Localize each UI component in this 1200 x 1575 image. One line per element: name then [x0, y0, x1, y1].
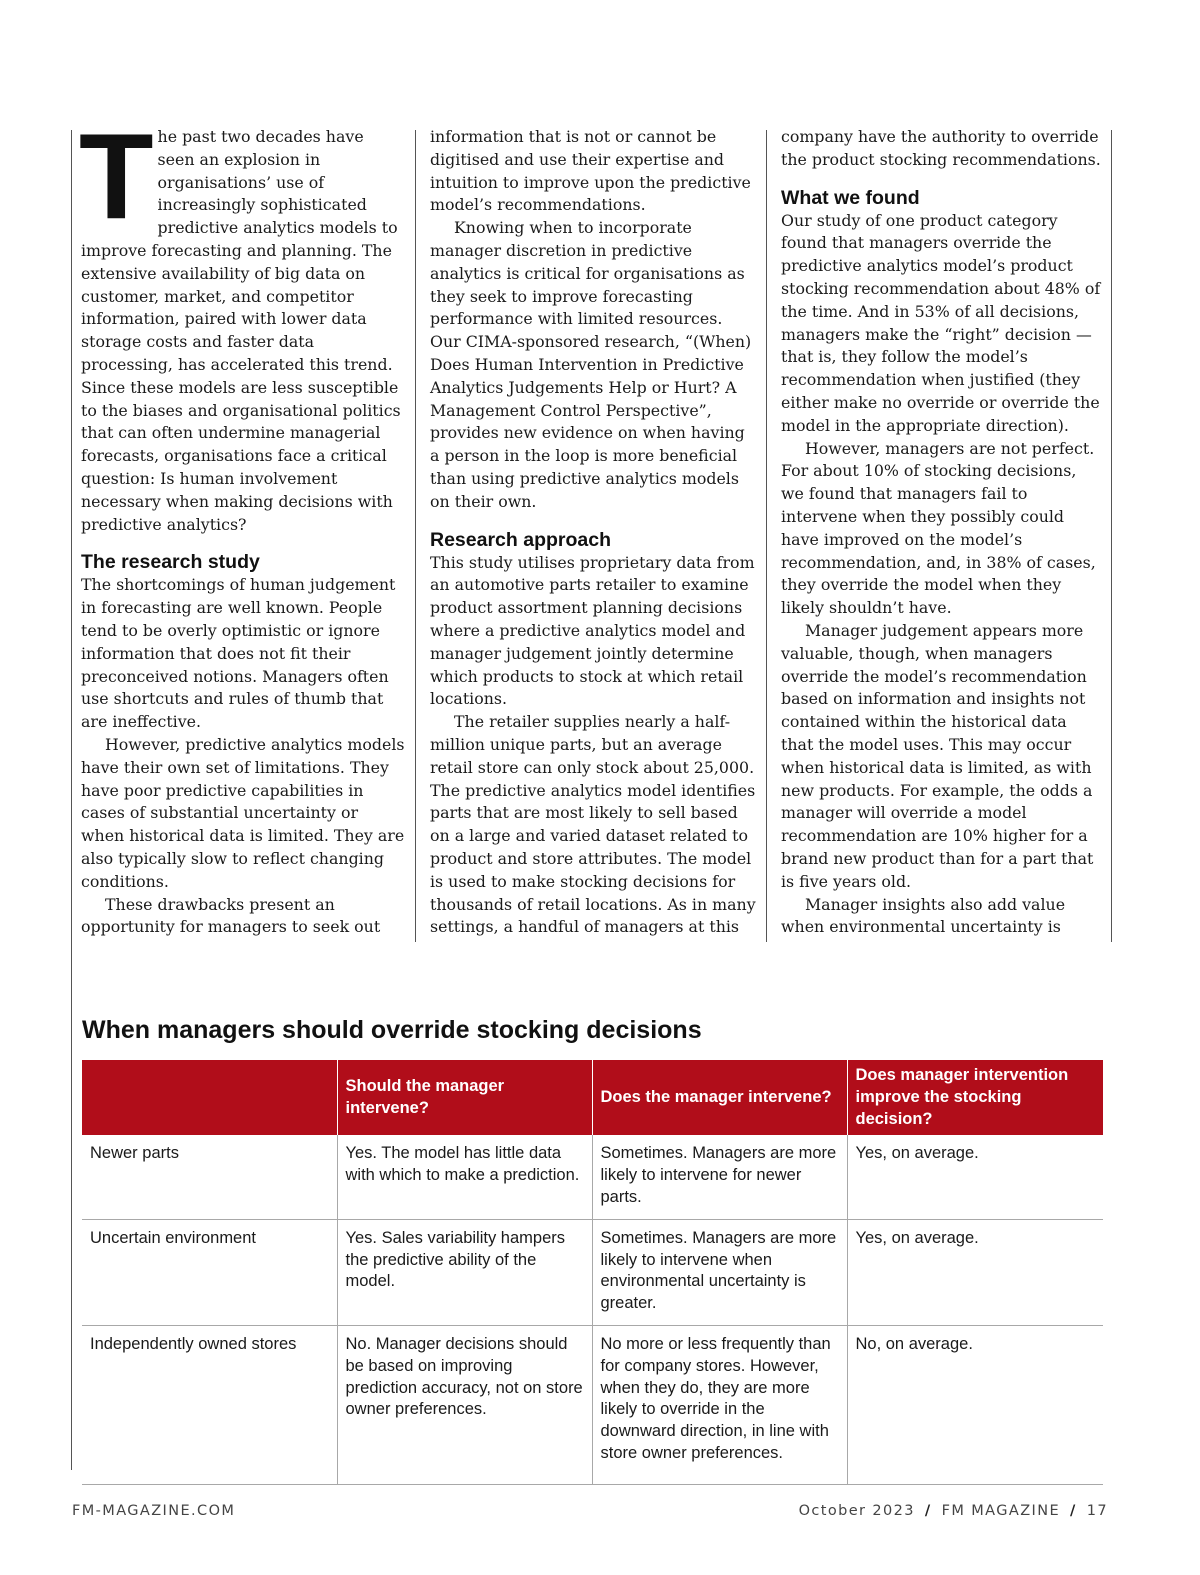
table-cell-label: Uncertain environment — [82, 1219, 337, 1325]
article-column-2 — [430, 126, 756, 939]
table-header-improves-decision: Does manager intervention improve the stocking decision? — [847, 1060, 1103, 1135]
table-cell: Yes, on average. — [847, 1135, 1103, 1219]
paragraph: company have the authority to override the product stocking recommendations. — [781, 127, 1101, 169]
article-column-1 — [79, 108, 405, 939]
table-cell-label: Independently owned stores — [82, 1325, 337, 1484]
table-cell: Yes. The model has little data with which to make a prediction. — [337, 1135, 592, 1219]
article-column-3 — [781, 126, 1103, 939]
heading-research-study: The research study — [81, 551, 260, 574]
paragraph: However, managers are not perfect. For about 10% of stocking decisions, we found that managers fail to intervene when they possibly could have improved on the model’s recommendation, and, in 38% of cases, they override the model when they likely shouldn’t have. — [781, 438, 1096, 618]
paragraph: However, predictive analytics models have their own set of limitations. They have poor predictive capabilities in cases of substantial uncertainty or when historical data is limited. They are also typically slow to reflect changing conditions. — [81, 734, 405, 891]
footer-separator: / — [924, 1503, 932, 1519]
table-row — [82, 1219, 1103, 1325]
paragraph: The shortcomings of human judgement in forecasting are well known. People tend to be overly optimistic or ignore information that does not fit their preconceived notions. Managers often use shortcuts and rules of thumb that are ineffective. — [81, 575, 396, 732]
paragraph: Manager insights also add value when environmental uncertainty is — [781, 894, 1066, 937]
table-cell: No more or less frequently than for company stores. However, when they do, they are more likely to override in the downward direction, in line with store owner preferences. — [592, 1325, 847, 1484]
heading-what-we-found: What we found — [781, 186, 920, 209]
table-cell: No, on average. — [847, 1325, 1103, 1484]
footer-site — [72, 1503, 235, 1519]
footer-site-url: FM-MAGAZINE.COM — [72, 1503, 236, 1519]
table-cell: Sometimes. Managers are more likely to intervene for newer parts. — [592, 1135, 847, 1219]
override-table — [82, 1060, 1103, 1485]
footer-folio — [799, 1503, 1108, 1519]
table-cell: Sometimes. Managers are more likely to intervene when environmental uncertainty is greater. — [592, 1219, 847, 1325]
column-rule-2 — [766, 130, 767, 942]
paragraph: The retailer supplies nearly a half-million unique parts, but an average retail store can only stock about 25,000. The predictive analytics model identifies parts that are most likely to sell based on a large and varied dataset related to product and store attributes. The model is used to make stocking decisions for thousands of retail locations. As in many settings, a handful of managers at this — [430, 712, 756, 937]
table-row — [82, 1325, 1103, 1484]
table-header-does-intervene: Does the manager intervene? — [592, 1060, 847, 1135]
paragraph: Manager judgement appears more valuable, though, when managers override the model’s recommendation based on information and insights not contained within the historical data that the model uses. This may occur when historical data is limited, as with new products. For example, the odds a manager will override a model recommendation are 10% higher for a brand new product than for a part that is five years old. — [781, 620, 1094, 891]
paragraph: information that is not or cannot be digitised and use their expertise and intuition to improve upon the predictive model’s recommendations. — [430, 127, 751, 215]
paragraph: This study utilises proprietary data from an automotive parts retailer to examine product assortment planning decisions where a predictive analytics model and manager judgement jointly determine which products to stock at which retail locations. — [430, 552, 755, 709]
paragraph: Our study of one product category found that managers override the predictive analytics model’s product stocking recommendation about 48% of the time. And in 53% of all decisions, managers make the “right” decision — that is, they follow the model’s recommendation when justified (they either make no override or override the model in the appropriate direction). — [781, 210, 1101, 435]
table-cell: Yes. Sales variability hampers the predictive ability of the model. — [337, 1219, 592, 1325]
footer-date: October 2023 — [798, 1503, 915, 1519]
intro-paragraph: he past two decades have seen an explosion in organisations’ use of increasingly sophisticated predictive analytics models to improve forecasting and planning. The extensive availability of big data on customer, market, and competitor information, paired with lower data storage costs and faster data processing, has accelerated this trend. Since these models are less susceptible to the biases and organisational politics that can often undermine managerial forecasts, organisations face a critical question: Is human involvement necessary when making decisions with predictive analytics? — [81, 127, 401, 534]
table-header-row — [82, 1060, 1103, 1135]
drop-cap: T — [79, 108, 154, 244]
column-rule-1 — [415, 130, 416, 942]
table-title: When managers should override stocking decisions — [82, 1016, 702, 1044]
footer-magazine: FM MAGAZINE — [941, 1503, 1061, 1519]
table-cell: No. Manager decisions should be based on improving prediction accuracy, not on store owner preferences. — [337, 1325, 592, 1484]
table-header-should-intervene: Should the manager intervene? — [337, 1060, 592, 1135]
heading-research-approach: Research approach — [430, 528, 611, 551]
column-rule-right — [1111, 130, 1112, 942]
footer-page-number: 17 — [1086, 1503, 1108, 1519]
table-cell-label: Newer parts — [82, 1135, 337, 1219]
footer-separator: / — [1070, 1503, 1077, 1519]
table-cell: Yes, on average. — [847, 1219, 1103, 1325]
paragraph: These drawbacks present an opportunity for managers to seek out — [81, 894, 381, 937]
table-row — [82, 1135, 1103, 1219]
paragraph: Knowing when to incorporate manager discretion in predictive analytics is critical for organisations as they seek to improve forecasting performance with limited resources. Our CIMA-sponsored research, “(When) Does Human Intervention in Predictive Analytics Judgements Help or Hurt? A Management Control Perspective”, provides new evidence on when having a person in the loop is more beneficial than using predictive analytics models on their own. — [430, 218, 752, 511]
table-header-empty — [82, 1060, 337, 1135]
column-rule-left — [71, 130, 72, 1470]
